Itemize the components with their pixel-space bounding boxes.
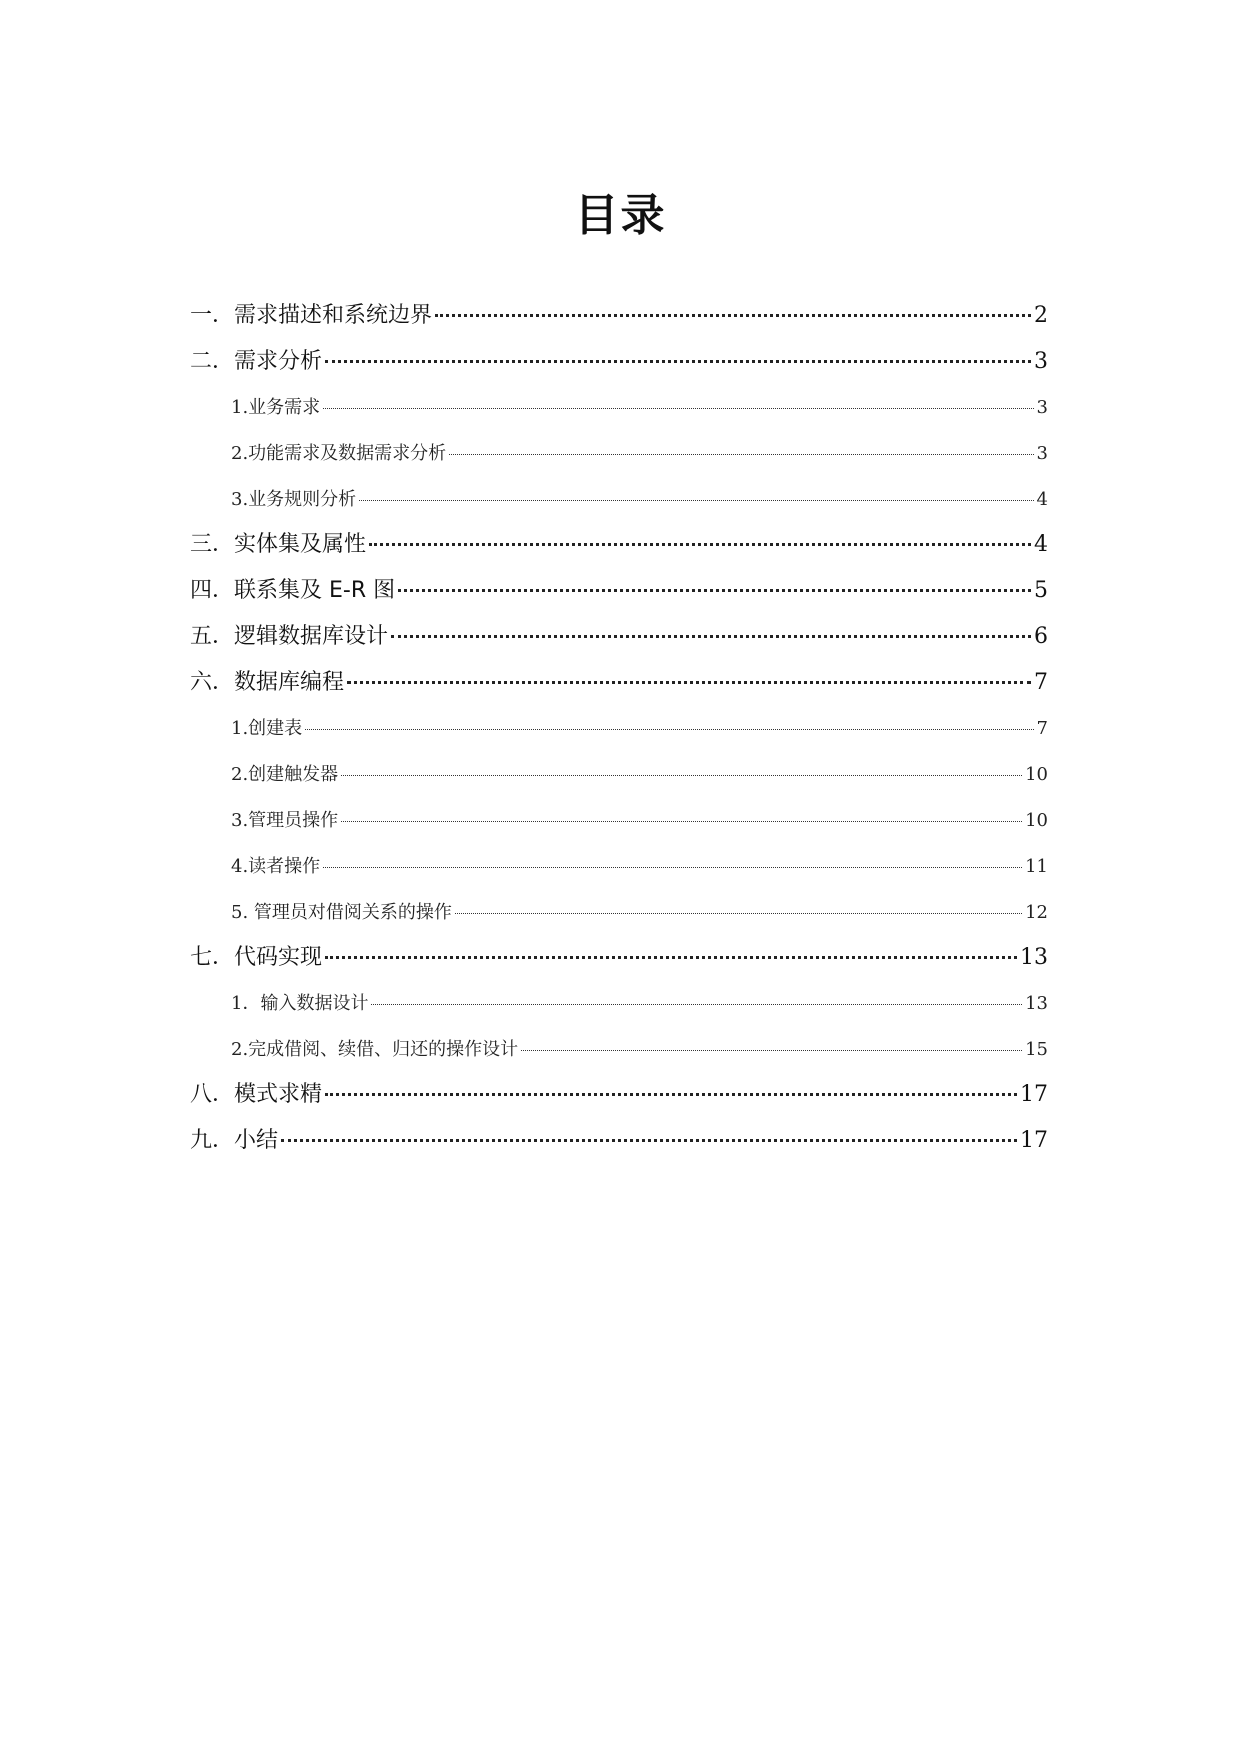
toc-entry-title: 一．需求描述和系统边界 [190,303,433,328]
toc-entry[interactable] [190,620,1048,654]
toc-entry[interactable] [190,1124,1048,1158]
toc-entry-page: 17 [1020,1082,1048,1107]
dot-leader [323,867,1022,868]
toc-entry-page: 15 [1025,1039,1048,1060]
toc-subentry[interactable] [231,714,1048,744]
dot-leader [305,729,1033,730]
toc-entry[interactable] [190,941,1048,975]
toc-entry-title: 四．联系集及 E-R 图 [190,578,396,603]
toc-entry-title: 六．数据库编程 [190,670,345,695]
toc-entry[interactable] [190,299,1048,333]
toc-subentry[interactable] [231,852,1048,882]
toc-entry-page: 3 [1034,349,1048,374]
dot-leader [455,913,1022,914]
dot-leader [369,543,1031,546]
toc-entry-title: 八．模式求精 [190,1082,323,1107]
toc-entry[interactable] [190,666,1048,700]
toc-entry-page: 7 [1036,718,1048,739]
toc-subentry[interactable] [231,1035,1048,1065]
dot-leader [325,1093,1017,1096]
dot-leader [325,956,1017,959]
toc-entry-title: 五．逻辑数据库设计 [190,624,389,649]
dot-leader [521,1050,1022,1051]
toc-entry-page: 3 [1036,397,1048,418]
toc-entry-page: 17 [1020,1128,1048,1153]
toc-entry-title: 1.业务需求 [231,397,321,418]
toc-entry-page: 11 [1025,856,1048,877]
toc-entry-page: 12 [1025,902,1048,923]
toc-entry-title: 4.读者操作 [231,856,321,877]
toc-entry-title: 3.管理员操作 [231,810,339,831]
toc-entry-title: 二．需求分析 [190,349,323,374]
toc-entry-page: 2 [1034,303,1048,328]
toc-entry-page: 13 [1020,945,1048,970]
dot-leader [435,314,1031,317]
toc-entry-title: 5. 管理员对借阅关系的操作 [231,902,452,923]
toc-subentry[interactable] [231,806,1048,836]
dot-leader [325,360,1031,363]
dot-leader [391,635,1031,638]
dot-leader [323,408,1033,409]
toc-entry[interactable] [190,574,1048,608]
dot-leader [398,589,1031,592]
toc-entry-page: 7 [1034,670,1048,695]
toc-entry-title: 2.完成借阅、续借、归还的操作设计 [231,1039,519,1060]
toc-entry-title: 1.创建表 [231,718,303,739]
dot-leader [371,1004,1022,1005]
toc-subentry[interactable] [231,485,1048,515]
dot-leader [359,500,1033,501]
toc-entry-title: 九．小结 [190,1128,279,1153]
toc-entry-title: 2.功能需求及数据需求分析 [231,443,447,464]
toc-subentry[interactable] [231,898,1048,928]
dot-leader [347,681,1031,684]
toc-entry[interactable] [190,1078,1048,1112]
dot-leader [281,1139,1017,1142]
toc-subentry[interactable] [231,439,1048,469]
page-title: 目录 [574,190,667,241]
dot-leader [341,775,1022,776]
toc-entry-title: 1．输入数据设计 [231,993,369,1014]
dot-leader [449,454,1033,455]
toc-entry-title: 七．代码实现 [190,945,323,970]
toc-subentry[interactable] [231,760,1048,790]
toc-entry[interactable] [190,345,1048,379]
toc-subentry[interactable] [231,393,1048,423]
toc-entry[interactable] [190,528,1048,562]
dot-leader [341,821,1022,822]
toc-entry-title: 2.创建触发器 [231,764,339,785]
toc-entry-page: 10 [1025,764,1048,785]
toc-entry-page: 3 [1036,443,1048,464]
toc-entry-page: 4 [1034,532,1048,557]
toc-entry-title: 三．实体集及属性 [190,532,367,557]
toc-entry-page: 5 [1034,578,1048,603]
toc-entry-page: 13 [1025,993,1048,1014]
toc-entry-page: 4 [1036,489,1048,510]
toc-entry-title: 3.业务规则分析 [231,489,357,510]
toc-entry-page: 6 [1034,624,1048,649]
toc-subentry[interactable] [231,989,1048,1019]
toc-entry-page: 10 [1025,810,1048,831]
